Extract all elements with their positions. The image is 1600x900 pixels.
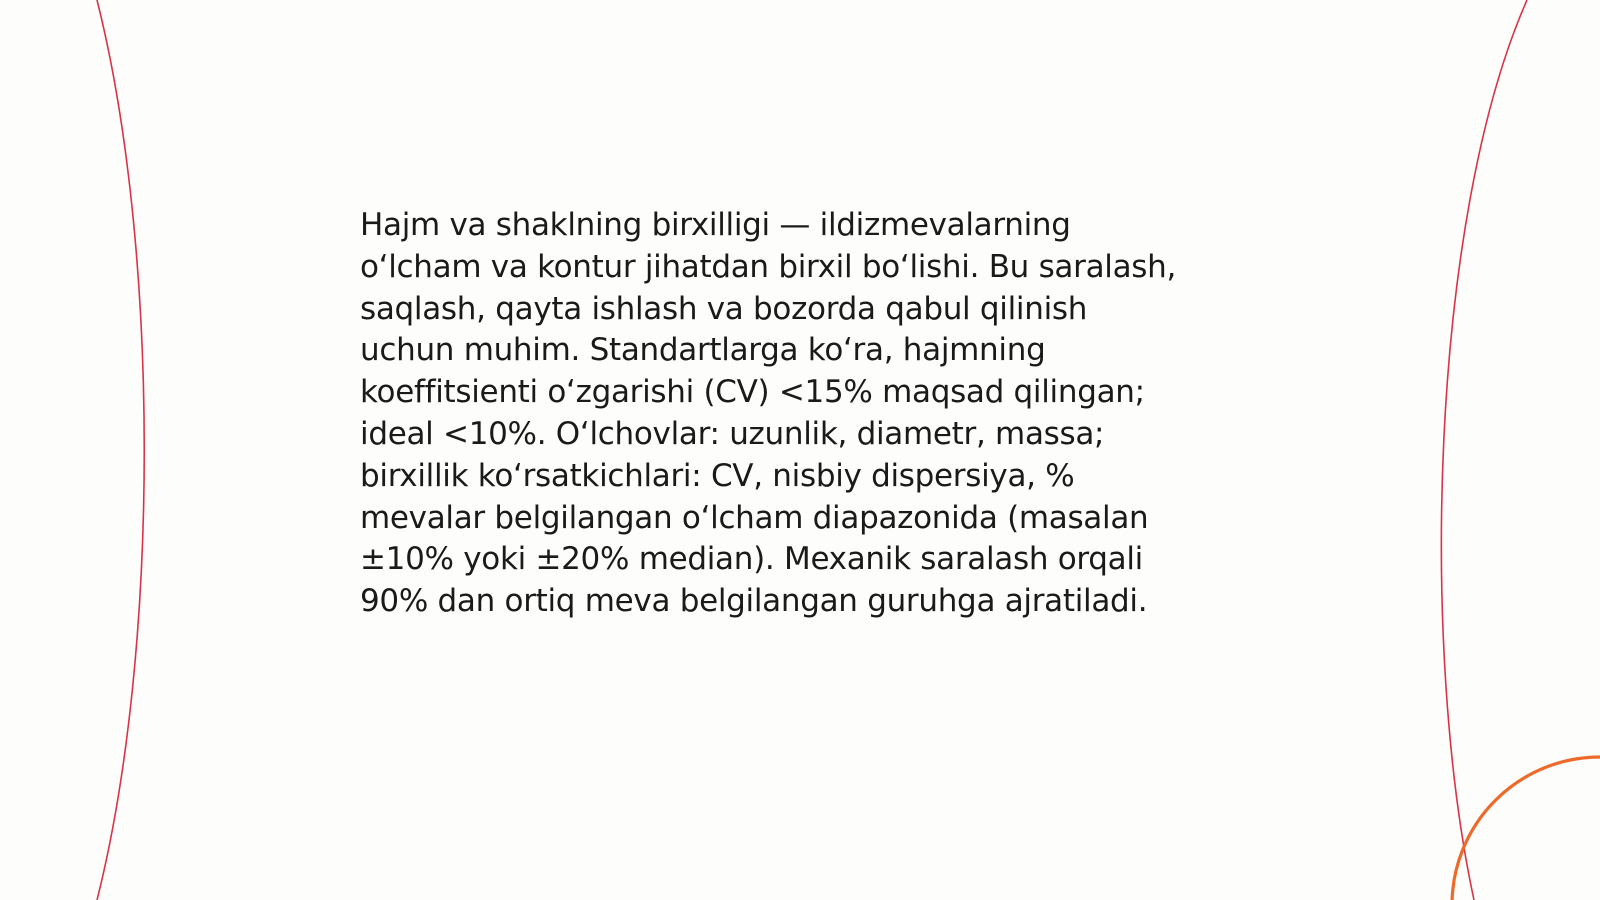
corner-circle-decoration [1452,757,1600,900]
paragraph-line: o‘lcham va kontur jihatdan birxil bo‘lishi. Bu saralash, [360,248,1177,285]
left-arc-decoration [97,0,144,900]
paragraph-line: ideal <10%. O‘lchovlar: uzunlik, diametr, massa; [360,415,1105,452]
paragraph-line: birxillik ko‘rsatkichlari: CV, nisbiy dispersiya, % [360,457,1075,494]
paragraph-line: uchun muhim. Standartlarga ko‘ra, hajmning [360,332,1046,369]
right-arc-decoration [1441,0,1527,900]
paragraph-line: saqlash, qayta ishlash va bozorda qabul qilinish [360,290,1088,327]
paragraph-line: ±10% yoki ±20% median). Mexanik saralash orqali [360,541,1144,578]
paragraph-line: mevalar belgilangan o‘lcham diapazonida (masalan [360,499,1149,536]
paragraph-line: 90% dan ortiq meva belgilangan guruhga ajratiladi. [360,583,1148,620]
paragraph-line: Hajm va shaklning birxilligi — ildizmevalarning [360,207,1071,243]
body-paragraph [360,205,1230,623]
paragraph-line: koeffitsienti o‘zgarishi (CV) <15% maqsad qilingan; [360,374,1145,411]
